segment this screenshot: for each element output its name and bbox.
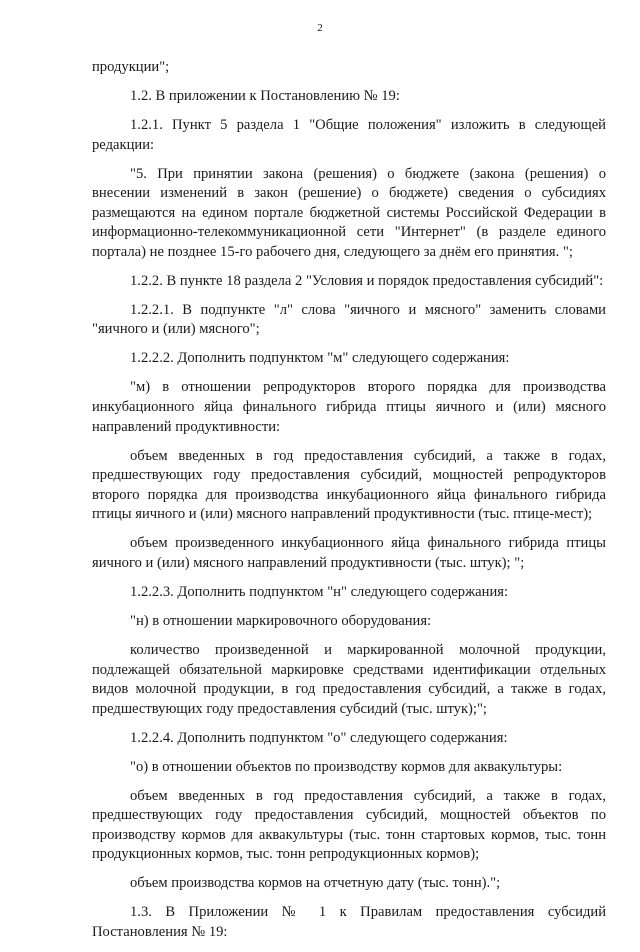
paragraph-subpoint-m: "м) в отношении репродукторов второго порядка для производства инкубационного яйца финального гибрида птицы яичного и (или) мясного направлений продуктивности:	[92, 379, 606, 435]
paragraph-1-2-2: 1.2.2. В пункте 18 раздела 2 "Условия и порядок предоставления субсидий":	[130, 272, 604, 289]
paragraph-1-2-1: 1.2.1. Пункт 5 раздела 1 "Общие положения" изложить в следующей редакции:	[92, 116, 606, 153]
paragraph-m-volume: объем произведенного инкубационного яйца финального гибрида птицы яичного и (или) мясного направлений продуктивности (тыс. штук); ";	[92, 535, 606, 571]
paragraph-1-2: 1.2. В приложении к Постановлению № 19:	[130, 87, 400, 104]
paragraph-1-2-2-3: 1.2.2.3. Дополнить подпунктом "н" следующего содержания:	[130, 583, 509, 600]
document-body	[92, 58, 606, 952]
paragraph-subpoint-n: "н) в отношении маркировочного оборудования:	[130, 612, 432, 629]
paragraph-1-2-2-4: 1.2.2.4. Дополнить подпунктом "о" следующего содержания:	[130, 729, 508, 746]
page-number: 2	[317, 22, 323, 34]
paragraph-subpoint-o: "о) в отношении объектов по производству кормов для аквакультуры:	[130, 758, 563, 775]
paragraph-m-capacity: объем введенных в год предоставления субсидий, а также в годах, предшествующих году предоставления субсидий, мощностей репродукторов второго порядка для производства инкубационного яйца финального гибрида птицы яичного и (или) мясного направлений продуктивности (тыс. птице-мест);	[92, 447, 606, 523]
paragraph-1-2-2-1: 1.2.2.1. В подпункте "л" слова "яичного и мясного" заменить словами "яичного и (или) мясного";	[92, 301, 606, 338]
paragraph-1-3: 1.3. В Приложении № 1 к Правилам предоставления субсидий Постановления № 19:	[92, 904, 606, 941]
paragraph-n-quantity: количество произведенной и маркированной молочной продукции, подлежащей обязательной маркировке средствами идентификации отдельных видов молочной продукции, в год предоставления субсидий, а также в годах, предшествующих году предоставления субсидий (тыс. штук);";	[92, 641, 606, 717]
paragraph-o-volume: объем производства кормов на отчетную дату (тыс. тонн).";	[130, 875, 501, 892]
paragraph-1-2-2-2: 1.2.2.2. Дополнить подпунктом "м" следующего содержания:	[130, 350, 510, 367]
paragraph-point-5: "5. При принятии закона (решения) о бюджете (закона (решения) о внесении изменений в закон (решение) о бюджете) сведения о субсидиях размещаются на едином портале бюджетной системы Российской Федерации в информационно-телекоммуникационной сети "Интернет" (в разделе единого портала) не позднее 15-го рабочего дня, следующего за днём его принятия. ";	[92, 165, 606, 260]
paragraph-continuation: продукции";	[92, 59, 170, 75]
paragraph-o-capacity: объем введенных в год предоставления субсидий, а также в годах, предшествующих году предоставления субсидий, мощностей объектов по производству кормов для аквакультуры (тыс. тонн стартовых кормов, тыс. тонн продукционных кормов, тыс. тонн репродукционных кормов);	[92, 787, 606, 863]
